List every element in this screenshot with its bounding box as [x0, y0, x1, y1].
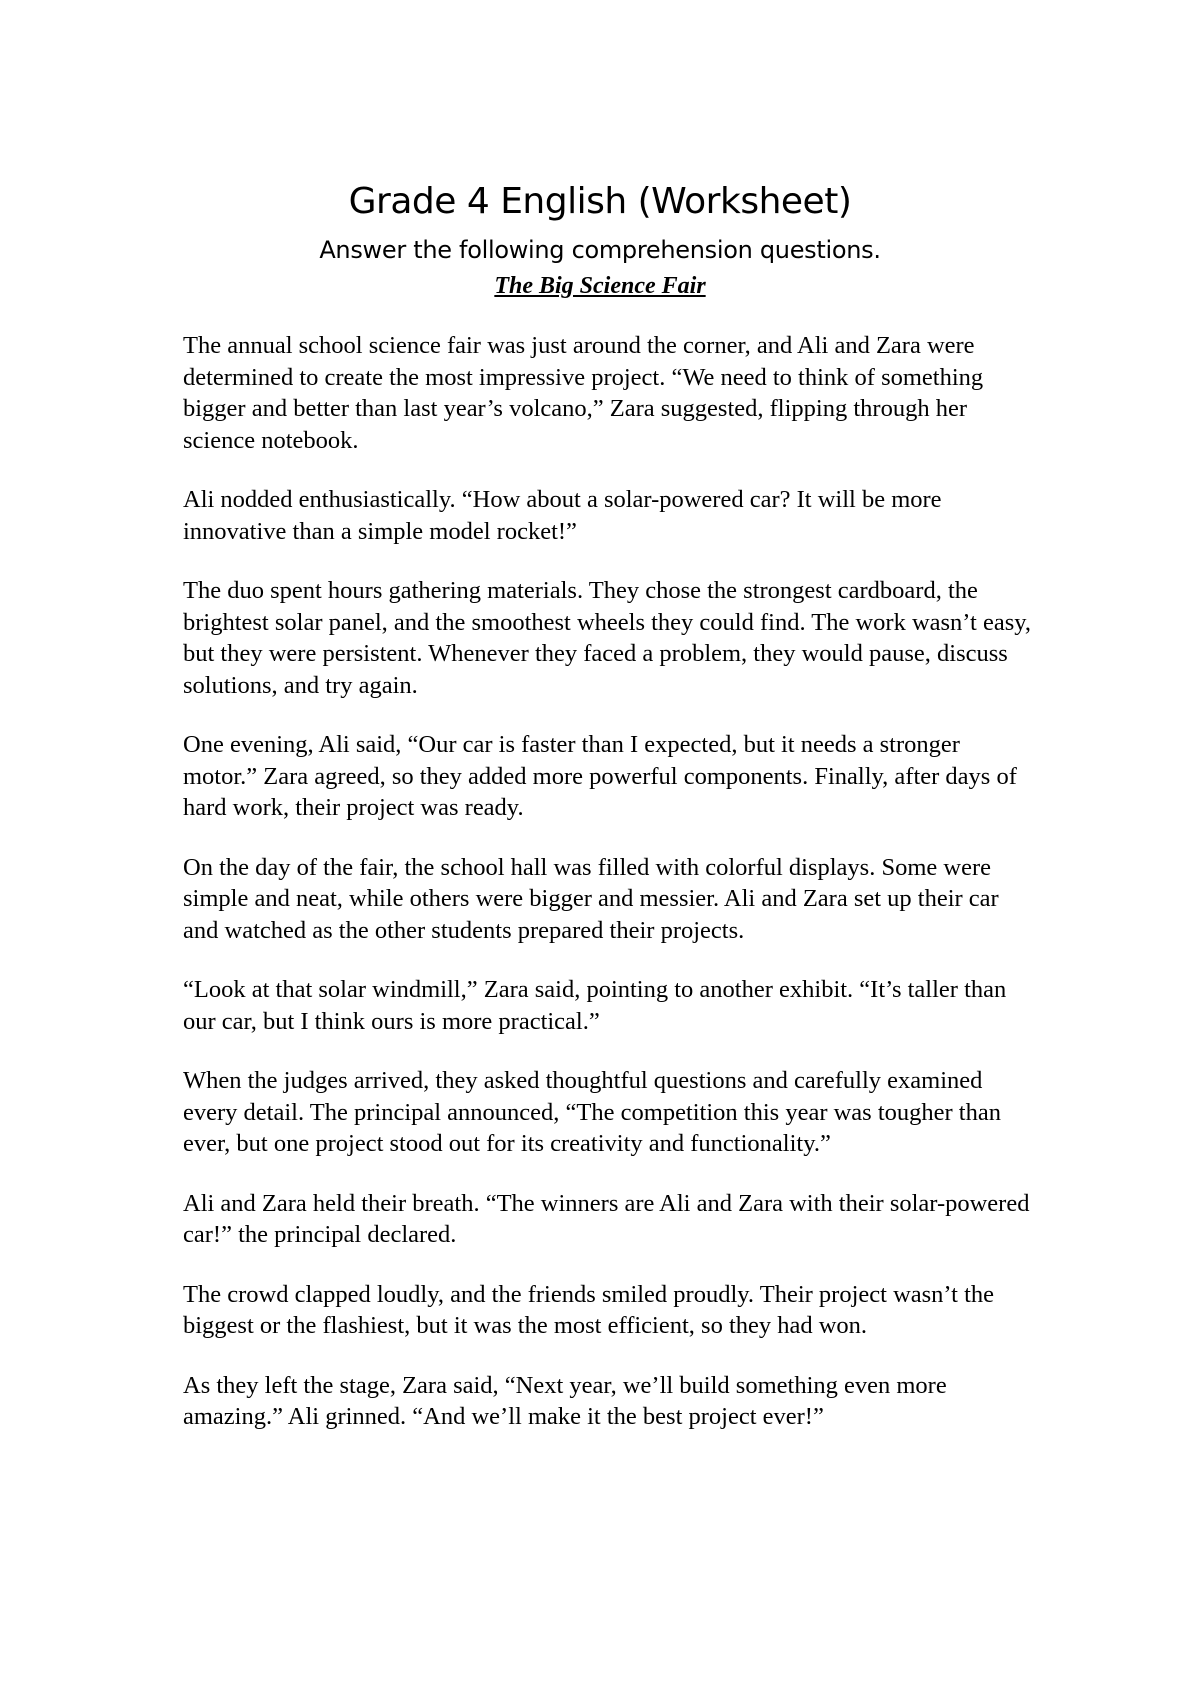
story-title: The Big Science Fair	[494, 273, 706, 299]
story-paragraph-5: On the day of the fair, the school hall was filled with colorful displays. Some were simple and neat, while others were bigger and messier. Ali and Zara set up their car and watched as the other students prepared their projects.	[183, 853, 999, 944]
story-body	[183, 330, 1033, 1433]
story-paragraph-2: Ali nodded enthusiastically. “How about a solar-powered car? It will be more innovative than a simple model rocket!”	[183, 486, 942, 545]
story-paragraph-9: The crowd clapped loudly, and the friends smiled proudly. Their project wasn’t the biggest or the flashiest, but it was the most efficient, so they had won.	[183, 1280, 995, 1339]
worksheet-title: Grade 4 English (Worksheet)	[348, 181, 852, 222]
story-paragraph-1: The annual school science fair was just around the corner, and Ali and Zara were determined to create the most impressive project. “We need to think of something bigger and better than last year’s volcano,” Zara suggested, flipping through her science notebook.	[183, 332, 984, 454]
story-paragraph-3: The duo spent hours gathering materials. They chose the strongest cardboard, the brightest solar panel, and the smoothest wheels they could find. The work wasn’t easy, but they were persistent. Whenever they faced a problem, they would pause, discuss solutions, and try again.	[183, 577, 1032, 699]
story-paragraph-6: “Look at that solar windmill,” Zara said, pointing to another exhibit. “It’s taller than our car, but I think ours is more practical.”	[183, 976, 1007, 1035]
story-paragraph-8: Ali and Zara held their breath. “The winners are Ali and Zara with their solar-powered car!” the principal declared.	[183, 1189, 1030, 1248]
worksheet-instruction: Answer the following comprehension questions.	[319, 236, 881, 264]
story-paragraph-7: When the judges arrived, they asked thoughtful questions and carefully examined every detail. The principal announced, “The competition this year was tougher than ever, but one project stood out for its creativity and functionality.”	[183, 1067, 1001, 1157]
story-paragraph-4: One evening, Ali said, “Our car is faster than I expected, but it needs a stronger motor.” Zara agreed, so they added more powerful components. Finally, after days of hard work, their project was ready.	[183, 731, 1017, 821]
story-paragraph-10: As they left the stage, Zara said, “Next year, we’ll build something even more amazing.” Ali grinned. “And we’ll make it the best project ever!”	[183, 1371, 947, 1430]
